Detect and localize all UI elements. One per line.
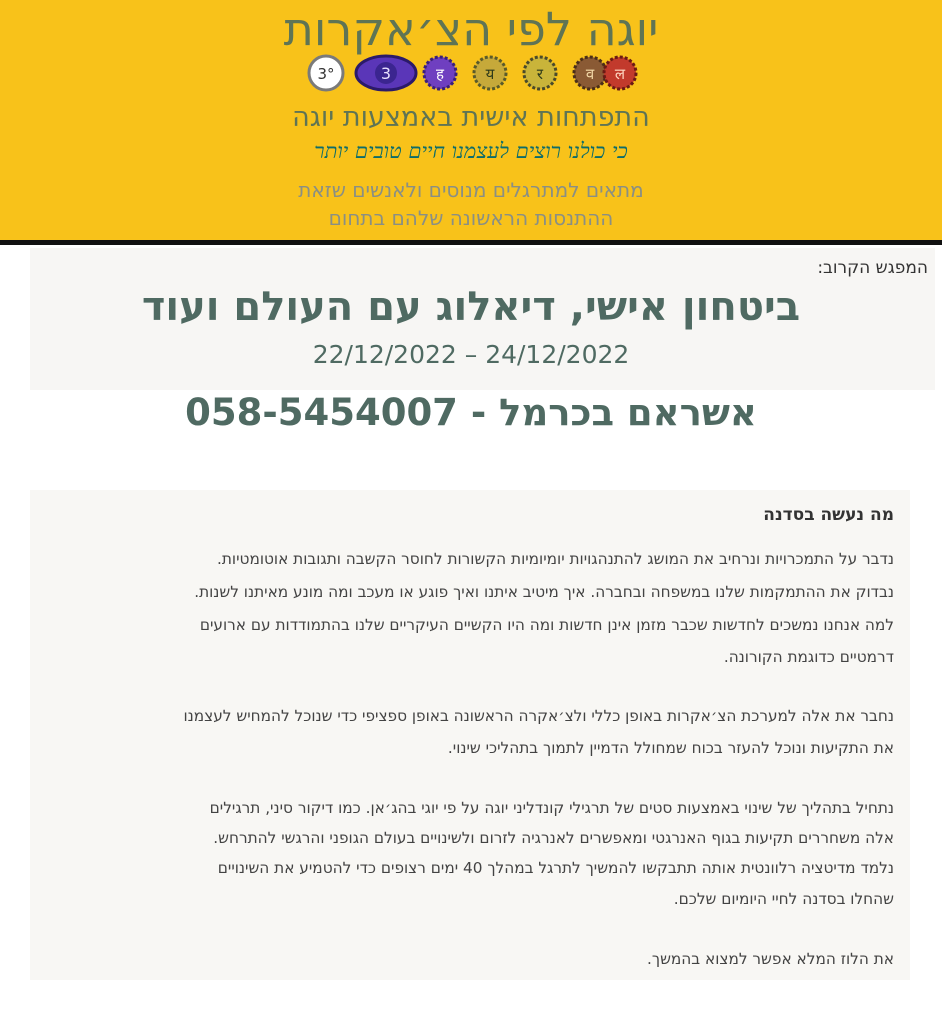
header-divider (0, 240, 942, 245)
audience-line-1: מתאים למתרגלים מנוסים ולאנשים שזאת (298, 178, 644, 202)
svg-text:य: य (485, 65, 495, 83)
sacral-chakra-icon (574, 57, 606, 89)
content-line: שהחלו בסדנה לחיי היומיום שלכם. (673, 890, 894, 908)
third-eye-chakra-icon (356, 56, 416, 90)
content-line: למה אנחנו נמשכים לחדשות שכבר מזמן אינן חדשות ומה היו הקשיים העיקריים שלנו בהתמודדות עם ארועים (199, 616, 894, 634)
svg-text:3: 3 (380, 64, 392, 83)
svg-text:ह: ह (436, 65, 444, 83)
content-line: אלה משחררים תקיעות בגוף האנרגטי ומאפשרים לאנרגיה לזרום ולשינויים בעולם הגופני והרגשי להתרחש. (213, 829, 894, 847)
content-line: נבדוק את ההתמקמות שלנו במשפחה ובחברה. איך מיטיב איתנו ואיך פוגע או מעכב ומה מונע מאיתנו לשנות. (194, 583, 894, 601)
next-event-label: המפגש הקרוב: (817, 258, 928, 278)
svg-text:ल: ल (614, 65, 626, 83)
content-line: נלמד מדיטציה רלוונטית אותה תתבקשו להמשיך לתרגל במהלך 40 ימים רצופים כדי להטמיע את השינויים (217, 859, 894, 877)
svg-text:3°: 3° (317, 65, 335, 83)
content-line: נתחיל בתהליך של שינוי באמצעות סטים של תרגילי קונדליני יוגה על פי יוגי בהג׳אן. כמו דיקור סיני, תרגילים (209, 799, 894, 817)
content-line: את התקיעות ונוכל להעזר בכוח שמחולל הדמיין לתמוך בתהליכי שינוי. (447, 739, 894, 757)
audience-line-2: ההתנסות הראשונה שלהם בתחום (328, 206, 614, 230)
crown-chakra-icon (309, 56, 343, 90)
content-line: נחבר את אלה למערכת הצ׳אקרות באופן כללי ולצ׳אקרה הראשונה באופן ספציפי כדי שנוכל להמחיש לעצמנו (183, 707, 894, 725)
content-heading: מה נעשה בסדנה (763, 505, 894, 525)
event-location-phone: אשראם בכרמל - 058-5454007 (185, 391, 757, 434)
heart-chakra-icon (474, 57, 506, 89)
content-line: דרמטיים כדוגמת הקורונה. (723, 648, 894, 666)
root-chakra-icon (604, 57, 636, 89)
content-line: את הלוז המלא אפשר למצוא בהמשך. (647, 950, 894, 968)
event-dates: 22/12/2022 – 24/12/2022 (312, 340, 630, 369)
content-line: נדבר על התמכרויות ונרחיב את המושג להתנהגויות יומיומיות הקשורות לחוסר הקשבה ותגובות אוטומטיות. (217, 550, 894, 568)
solar-plexus-chakra-icon (524, 57, 556, 89)
site-title: יוגה לפי הצ׳אקרות (283, 2, 659, 56)
site-tagline: כי כולנו רוצים לעצמנו חיים טובים יותר (314, 139, 628, 163)
chakra-icons-row (304, 53, 638, 93)
svg-text:र: र (536, 65, 544, 83)
event-title: ביטחון אישי, דיאלוג עם העולם ועוד (141, 284, 801, 330)
throat-chakra-icon (424, 57, 456, 89)
site-subtitle: התפתחות אישית באמצעות יוגה (292, 102, 650, 133)
svg-text:व: व (585, 65, 595, 83)
